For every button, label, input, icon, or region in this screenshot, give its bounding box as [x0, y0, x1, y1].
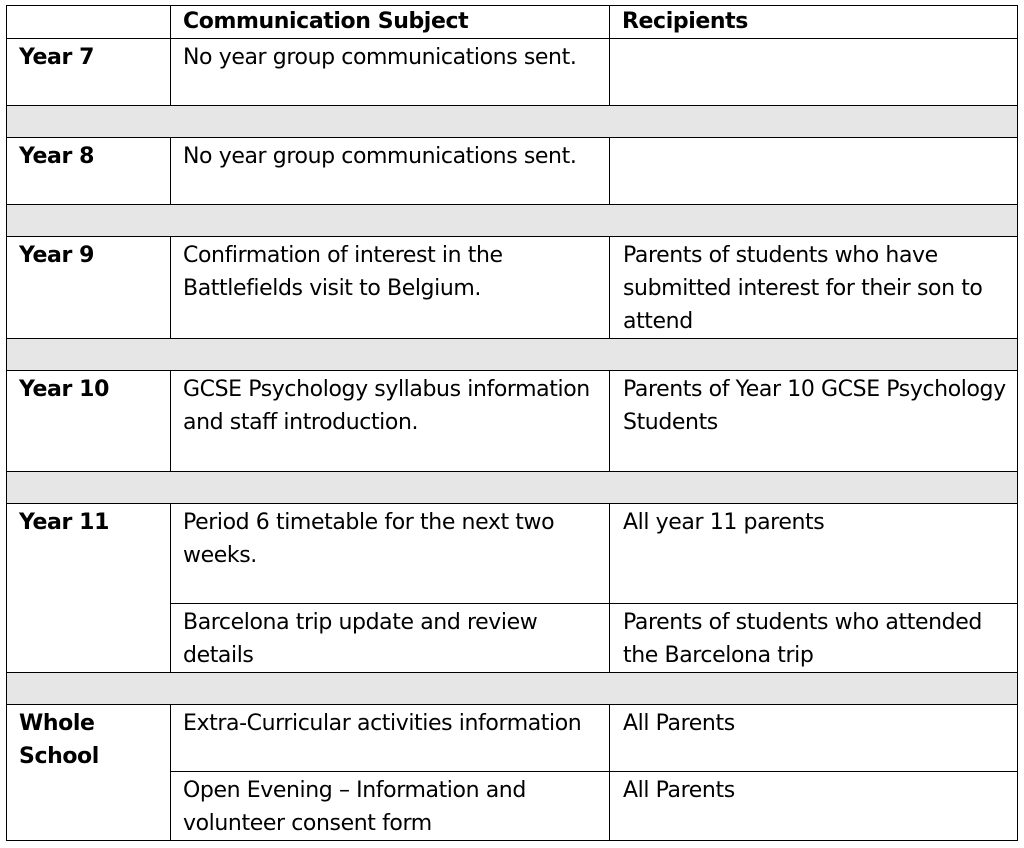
- year-label: Year 11: [7, 504, 171, 673]
- spacer-row: [7, 106, 1018, 138]
- year-label: Year 9: [7, 237, 171, 339]
- year-label: Whole School: [7, 705, 171, 841]
- communications-table: [6, 5, 1018, 841]
- subject-cell: Barcelona trip update and review details: [171, 604, 610, 673]
- header-row: [7, 6, 1018, 39]
- recipients-cell: All Parents: [610, 772, 1018, 841]
- recipients-cell: All year 11 parents: [610, 504, 1018, 604]
- header-year: [7, 6, 171, 39]
- recipients-cell: All Parents: [610, 705, 1018, 772]
- table-row-year10: [7, 371, 1018, 472]
- spacer-cell: [7, 339, 1018, 371]
- spacer-row: [7, 205, 1018, 237]
- spacer-cell: [7, 205, 1018, 237]
- recipients-cell: Parents of Year 10 GCSE Psychology Students: [610, 371, 1018, 472]
- subject-cell: No year group communications sent.: [171, 138, 610, 205]
- subject-cell: Confirmation of interest in the Battlefields visit to Belgium.: [171, 237, 610, 339]
- header-recipients: Recipients: [610, 6, 1018, 39]
- year-label: Year 8: [7, 138, 171, 205]
- recipients-cell: Parents of students who have submitted interest for their son to attend: [610, 237, 1018, 339]
- spacer-row: [7, 673, 1018, 705]
- recipients-cell: [610, 138, 1018, 205]
- table-row-whole-school: [7, 705, 1018, 772]
- table-row-year7: [7, 39, 1018, 106]
- year-label: Year 10: [7, 371, 171, 472]
- spacer-row: [7, 339, 1018, 371]
- table-row-year11: [7, 504, 1018, 604]
- spacer-cell: [7, 673, 1018, 705]
- recipients-cell: [610, 39, 1018, 106]
- table-row-year9: [7, 237, 1018, 339]
- subject-cell: Period 6 timetable for the next two weeks.: [171, 504, 610, 604]
- header-subject: Communication Subject: [171, 6, 610, 39]
- year-label: Year 7: [7, 39, 171, 106]
- recipients-cell: Parents of students who attended the Barcelona trip: [610, 604, 1018, 673]
- subject-cell: No year group communications sent.: [171, 39, 610, 106]
- spacer-cell: [7, 106, 1018, 138]
- subject-cell: GCSE Psychology syllabus information and staff introduction.: [171, 371, 610, 472]
- subject-cell: Extra-Curricular activities information: [171, 705, 610, 772]
- table-row-year8: [7, 138, 1018, 205]
- subject-cell: Open Evening – Information and volunteer consent form: [171, 772, 610, 841]
- spacer-row: [7, 472, 1018, 504]
- spacer-cell: [7, 472, 1018, 504]
